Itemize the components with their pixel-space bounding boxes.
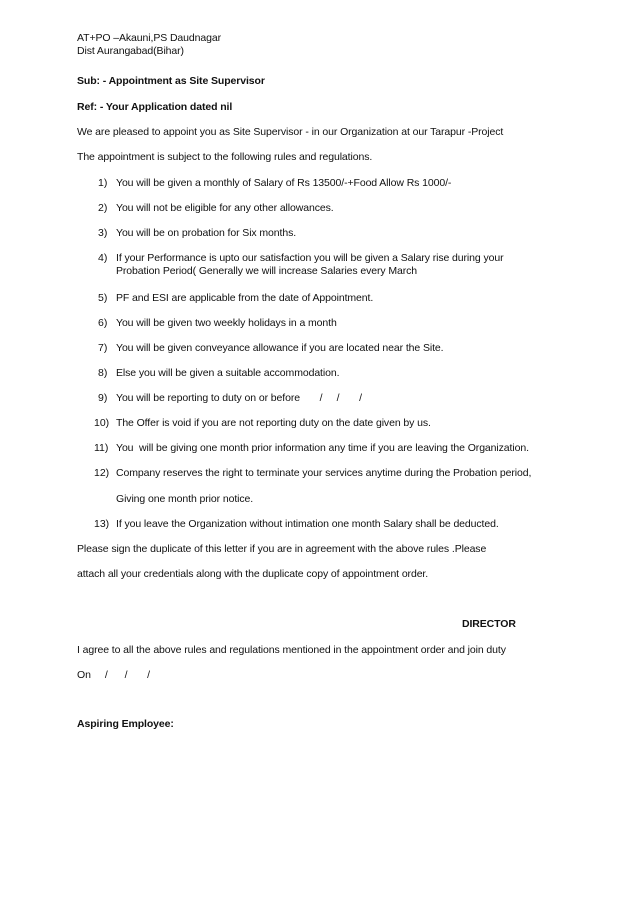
rule-number: 10): [94, 417, 110, 429]
join-date-line: On / / /: [77, 669, 150, 681]
rule-text: You will be given two weekly holidays in a month: [116, 317, 337, 329]
reference-line: Ref: - Your Application dated nil: [77, 101, 233, 113]
rule-number: 2): [98, 202, 108, 214]
rule-text: Company reserves the right to terminate your services anytime during the Probation period,: [116, 467, 532, 479]
closing-line-1: Please sign the duplicate of this letter if you are in agreement with the above rules .Please: [77, 543, 487, 555]
rule-text: If you leave the Organization without intimation one month Salary shall be deducted.: [116, 518, 499, 530]
rule-text: You will be giving one month prior information any time if you are leaving the Organization.: [116, 442, 529, 454]
rules-intro: The appointment is subject to the following rules and regulations.: [77, 151, 373, 163]
rule-text-continued: Probation Period( Generally we will increase Salaries every March: [116, 265, 418, 277]
rule-number: 9): [98, 392, 108, 404]
rule-text: Else you will be given a suitable accommodation.: [116, 367, 340, 379]
rule-text: You will be reporting to duty on or before / / /: [116, 392, 362, 404]
rule-text-continued: Giving one month prior notice.: [116, 493, 254, 505]
rule-text: You will be given a monthly of Salary of Rs 13500/-+Food Allow Rs 1000/-: [116, 177, 452, 189]
rule-text: If your Performance is upto our satisfaction you will be given a Salary rise during your: [116, 252, 504, 264]
rule-number: 3): [98, 227, 108, 239]
signatory-director: DIRECTOR: [462, 618, 516, 630]
closing-line-2: attach all your credentials along with the duplicate copy of appointment order.: [77, 568, 429, 580]
rule-number: 5): [98, 292, 108, 304]
rule-number: 4): [98, 252, 108, 264]
rule-number: 6): [98, 317, 108, 329]
rule-text: You will be given conveyance allowance if you are located near the Site.: [116, 342, 444, 354]
subject-line: Sub: - Appointment as Site Supervisor: [77, 75, 265, 87]
rule-number: 11): [94, 442, 109, 454]
rule-number: 1): [98, 177, 108, 189]
employee-signature-label: Aspiring Employee:: [77, 718, 174, 730]
intro-paragraph: We are pleased to appoint you as Site Supervisor - in our Organization at our Tarapur -Project: [77, 126, 504, 138]
rule-number: 12): [94, 467, 110, 479]
rule-text: PF and ESI are applicable from the date of Appointment.: [116, 292, 374, 304]
rule-text: The Offer is void if you are not reporting duty on the date given by us.: [116, 417, 431, 429]
address-line-2: Dist Aurangabad(Bihar): [77, 45, 184, 57]
rule-text: You will not be eligible for any other allowances.: [116, 202, 334, 214]
rule-number: 8): [98, 367, 108, 379]
agreement-statement: I agree to all the above rules and regulations mentioned in the appointment order and join duty: [77, 644, 506, 656]
address-line-1: AT+PO –Akauni,PS Daudnagar: [77, 32, 222, 44]
rule-number: 7): [98, 342, 108, 354]
rule-text: You will be on probation for Six months.: [116, 227, 297, 239]
rule-number: 13): [94, 518, 110, 530]
